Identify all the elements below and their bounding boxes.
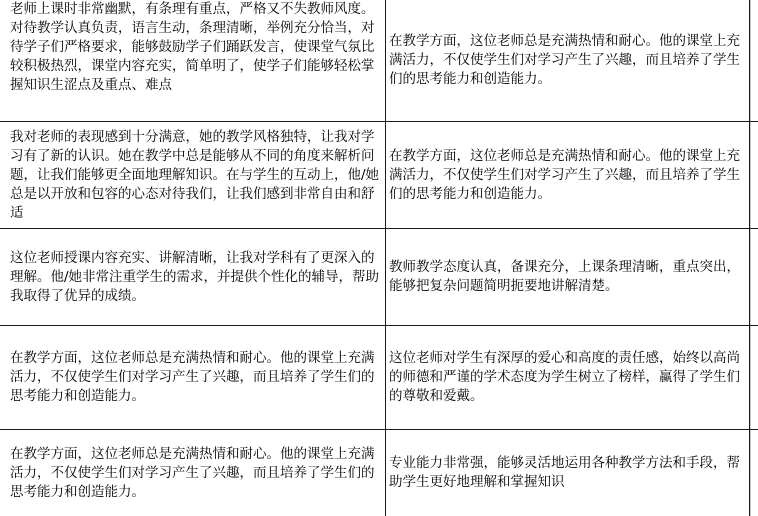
- cell-text: 在教学方面，这位老师总是充满热情和耐心。他的课堂上充满活力，不仅使学生们对学习产生了兴趣，而且培养了学生们的思考能力和创造能力。: [389, 147, 740, 202]
- table-cell[interactable]: [0, 326, 386, 429]
- cell-text: 专业能力非常强，能够灵活地运用各种教学方法和手段，帮助学生更好地理解和掌握知识: [389, 455, 740, 490]
- table-cell[interactable]: [0, 430, 386, 516]
- table-cell[interactable]: [386, 0, 750, 121]
- cell-text: 我对老师的表现感到十分满意，她的教学风格独特，让我对学习有了新的认识。她在教学中总是能够从不同的角度来解析问题，让我们能够更全面地理解知识。在与学生的互动上，他/她总是以开放和包容的心态对待我们，让我们感到非常自由和舒适: [10, 128, 380, 221]
- cell-text: 在教学方面，这位老师总是充满热情和耐心。他的课堂上充满活力，不仅使学生们对学习产生了兴趣，而且培养了学生们的思考能力和创造能力。: [389, 33, 740, 87]
- cell-text: 这位老师授课内容充实、讲解清晰，让我对学科有了更深入的理解。他/她非常注重学生的需求，并提供个性化的辅导，帮助我取得了优异的成绩。: [10, 249, 380, 304]
- cell-text: 这位老师对学生有深厚的爱心和高度的责任感，始终以高尚的师德和严谨的学术态度为学生树立了榜样，赢得了学生们的尊敬和爱戴。: [389, 350, 740, 404]
- table-cell[interactable]: [386, 122, 750, 228]
- table-cell[interactable]: [0, 229, 386, 325]
- table-row: [0, 430, 758, 516]
- table-cell[interactable]: [0, 0, 386, 121]
- table-cell[interactable]: [386, 430, 750, 516]
- table-row: [0, 0, 758, 122]
- cell-text: 老师上课时非常幽默，有条理有重点，严格又不失教师风度。对待教学认真负责，语言生动，条理清晰，举例充分恰当，对待学子们严格要求，能够鼓励学子们踊跃发言，使课堂气氛比较积极热烈，课堂内容充实，简单明了，使学子们能够轻松掌握知识生涩点及重点、难点: [10, 1, 375, 93]
- table-row: [0, 229, 758, 326]
- table-row: [0, 326, 758, 430]
- table-cell[interactable]: [0, 122, 386, 228]
- cell-text: 在教学方面，这位老师总是充满热情和耐心。他的课堂上充满活力，不仅使学生们对学习产生了兴趣，而且培养了学生们的思考能力和创造能力。: [10, 445, 375, 500]
- cell-text: 教师教学态度认真，备课充分，上课条理清晰，重点突出，能够把复杂问题简明扼要地讲解清楚。: [389, 259, 740, 294]
- table-row: [0, 122, 758, 229]
- table-cell[interactable]: [386, 229, 750, 325]
- table-cell[interactable]: [386, 326, 750, 429]
- cell-text: 在教学方面，这位老师总是充满热情和耐心。他的课堂上充满活力，不仅使学生们对学习产生了兴趣，而且培养了学生们的思考能力和创造能力。: [10, 350, 375, 404]
